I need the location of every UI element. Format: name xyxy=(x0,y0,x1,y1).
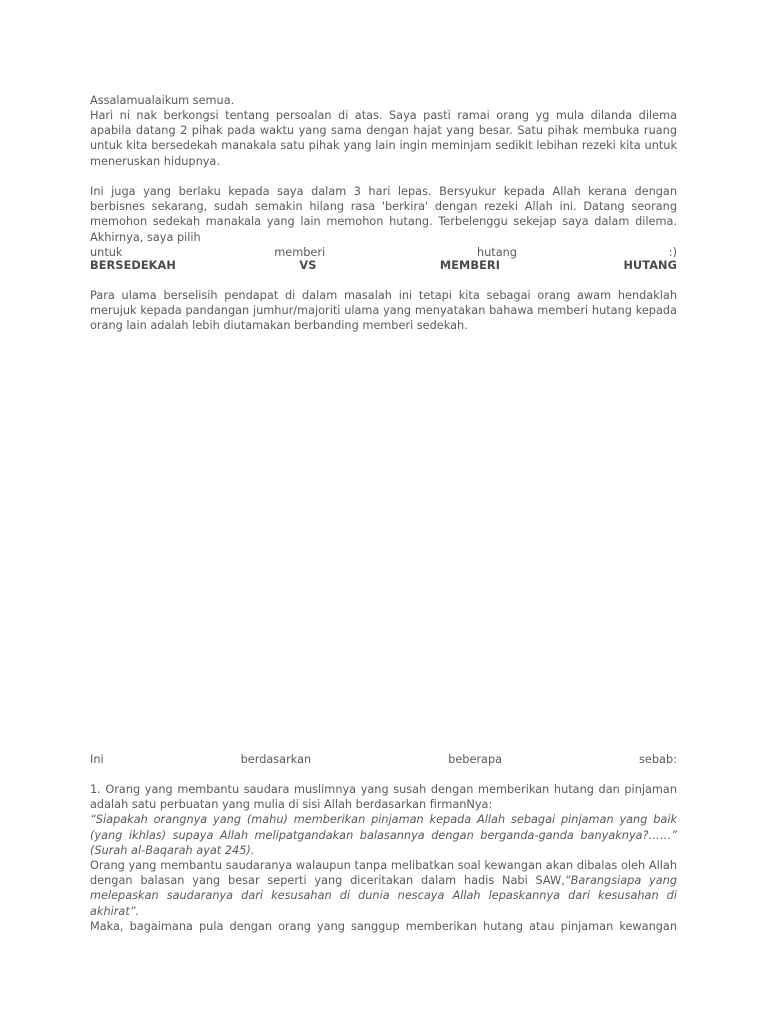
point-1 xyxy=(90,782,677,934)
heading-word: MEMBERI xyxy=(439,259,501,272)
word: untuk xyxy=(90,245,123,259)
point-1-text: 1. Orang yang membantu saudara muslimnya yang susah dengan memberikan hutang dan pinjaman adalah satu perbuatan yang mulia di sisi Allah berdasarkan firmanNya: xyxy=(90,783,677,812)
word: hutang xyxy=(476,245,517,259)
section-heading xyxy=(90,258,677,273)
intro-paragraph-1-text: Hari ni nak berkongsi tentang persoalan di atas. Saya pasti ramai orang yg mula dilanda dilema apabila datang 2 pihak pada waktu yang sama dengan hajat yang besar. Satu pihak membuka ruang untuk kita bersedekah manakala satu pihak yang lain ingin meminjam sedikit lebihan rezeki kita untuk meneruskan hidupnya. xyxy=(90,109,677,168)
word: Ini xyxy=(90,753,104,766)
heading-word: HUTANG xyxy=(623,259,677,272)
greeting-text: Assalamualaikum semua. xyxy=(90,94,235,107)
heading-word: VS xyxy=(299,259,317,272)
paragraph-3 xyxy=(90,288,677,334)
point-1-text-2: Orang yang membantu saudaranya walaupun tanpa melibatkan soal kewangan akan dibalas oleh Allah dengan balasan yang besar seperti yang diceritakan dalam hadis Nabi SAW, xyxy=(90,859,677,888)
quran-quote-text: “Siapakah orangnya yang (mahu) memberikan pinjaman kepada Allah sebagai pinjaman yang baik (yang ikhlas) supaya Allah melipatgandakan balasannya dengan berganda-ganda banyaknya?……” (Surah al-Baqarah ayat 245). xyxy=(90,813,677,857)
paragraph-3-text: Para ulama berselisih pendapat di dalam masalah ini tetapi kita sebagai orang awam hendaklah merujuk kepada pandangan jumhur/majoriti ulama yang menyatakan bahawa memberi hutang kepada orang lain adalah lebih diutamakan berbanding memberi sedekah. xyxy=(90,289,677,333)
intro-paragraph-1 xyxy=(90,108,677,169)
hadith-quote: “Barangsiapa yang melepaskan saudaranya dari kesusahan di dunia nescaya Allah lepaskannya dari kesusahan di akhirat”. xyxy=(90,874,677,918)
word: berdasarkan xyxy=(240,753,312,766)
word: :) xyxy=(668,245,677,259)
document-page xyxy=(90,0,677,1024)
word: sebab: xyxy=(639,753,677,766)
word: beberapa xyxy=(448,753,503,766)
intro-paragraph-2 xyxy=(90,184,677,260)
greeting xyxy=(90,93,677,108)
reasons-intro xyxy=(90,752,677,767)
point-1-hadith-paragraph xyxy=(90,858,677,919)
quran-quote xyxy=(90,812,677,858)
heading-word: BERSEDEKAH xyxy=(90,259,176,272)
word: memberi xyxy=(274,245,326,259)
intro-paragraph-2-text: Ini juga yang berlaku kepada saya dalam 3 hari lepas. Bersyukur kepada Allah kerana dengan berbisnes sekarang, sudah semakin hilang rasa 'berkira' dengan rezeki Allah ini. Datang seorang memohon sedekah manakala yang lain memohon hutang. Terbelenggu sekejap saya dalam dilema. Akhirnya, saya pilih xyxy=(90,185,677,244)
point-1-text-3: Maka, bagaimana pula dengan orang yang sanggup memberikan hutang atau pinjaman kewangan xyxy=(90,919,677,933)
